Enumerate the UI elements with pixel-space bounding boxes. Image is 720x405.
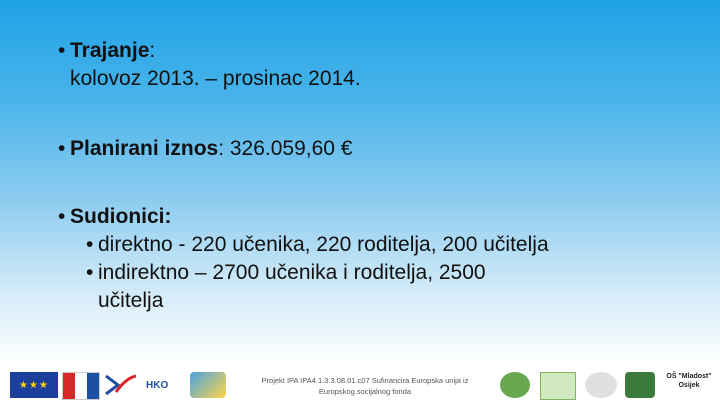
direct-text: direktno - 220 učenika, 220 roditelja, 200 učitelja (98, 233, 549, 256)
school-logo (662, 372, 716, 390)
dark-green-logo (625, 372, 655, 398)
hko-logo (146, 372, 184, 398)
green-banner-logo (540, 372, 576, 400)
bullet-amount (58, 135, 353, 163)
duration-colon: : (149, 39, 156, 62)
indirect-text-line2: učitelja (98, 289, 164, 312)
bullet-dot: • (86, 233, 94, 256)
croatia-logo (62, 372, 100, 400)
footer-text (240, 375, 490, 397)
sub-bullet-direct (58, 231, 549, 259)
grey-round-logo (585, 372, 617, 398)
k-swoosh-logo (102, 372, 140, 398)
footer-line-1: Projekt IPA IPA4.1.3.3.08.01.c07 Sufinancira Europska unija iz (261, 376, 469, 385)
footer-line-2: Europskog socijalnog fonda (318, 387, 412, 396)
hands-logo (190, 372, 226, 398)
participants-label: Sudionici: (70, 205, 172, 228)
bullet-dot: • (58, 137, 66, 160)
eu-flag-logo: ★★★ (10, 372, 58, 398)
duration-value: kolovoz 2013. – prosinac 2014. (70, 67, 361, 90)
bullet-dot: • (58, 39, 66, 62)
bullet-dot: • (86, 261, 94, 284)
hko-text: HKO (146, 379, 169, 391)
bullet-participants (58, 203, 549, 315)
school-name: OŠ "Mladost" (666, 373, 712, 380)
duration-label: Trajanje (70, 39, 150, 62)
school-place: Osijek (678, 382, 700, 389)
amount-label: Planirani iznos (70, 137, 219, 160)
amount-value: : 326.059,60 € (218, 137, 353, 160)
bullet-dot: • (58, 205, 66, 228)
round-green-logo (500, 372, 530, 398)
sub-bullet-indirect (58, 259, 549, 287)
indirect-text-line1: indirektno – 2700 učenika i roditelja, 2500 (98, 261, 486, 284)
bullet-duration (58, 37, 361, 93)
